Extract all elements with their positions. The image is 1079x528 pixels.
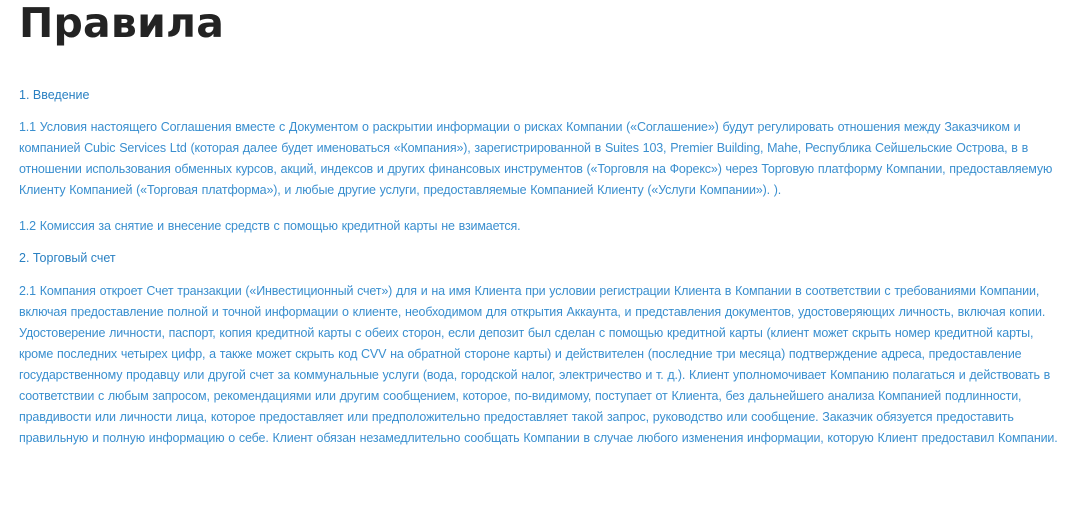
page-title: Правила	[19, 0, 225, 47]
section-heading-introduction: 1. Введение	[19, 88, 90, 102]
paragraph-1-2: 1.2 Комиссия за снятие и внесение средств с помощью кредитной карты не взимается.	[19, 219, 521, 233]
paragraph-2-1: 2.1 Компания откроет Счет транзакции («Инвестиционный счет») для и на имя Клиента при условии регистрации Клиента в Компании в соответствии с требованиями Компании, включая предоставление полной и точной информации о клиенте, необходимом для открытия Аккаунта, и представления документов, удостоверяющих личность, включая копии. Удостоверение личности, паспорт, копия кредитной карты с обеих сторон, если депозит был сделан с помощью кредитной карты (клиент может скрыть номер кредитной карты, кроме последних четырех цифр, а также может скрыть код CVV на обратной стороне карты) и действителен (последние три месяца) подтверждение адреса, предоставление государственному продавцу или другой счет за коммунальные услуги (вода, городской налог, электричество и т. д.). Клиент уполномочивает Компанию полагаться и действовать в соответствии с любым запросом, рекомендациями или другим сообщением, которое, по-видимому, поступает от Клиента, без дальнейшего анализа Компанией подлинности, правдивости или личности лица, которое предоставляет или предположительно предоставляет такой запрос, руководство или сообщение. Заказчик обязуется предоставить правильную и полную информацию о себе. Клиент обязан незамедлительно сообщать Компании в случае любого изменения информации, которую Клиент предоставил Компании.	[19, 284, 1058, 445]
section-heading-trading-account: 2. Торговый счет	[19, 251, 116, 265]
rules-document	[19, 0, 1069, 449]
paragraph-1-1: 1.1 Условия настоящего Соглашения вместе с Документом о раскрытии информации о рисках Компании («Соглашение») будут регулировать отношения между Заказчиком и компанией Cubic Services Ltd (которая далее будет именоваться «Компания»), зарегистрированной в Suites 103, Premier Building, Mahe, Республика Сейшельские Острова, в в отношении использования обменных курсов, акций, индексов и других финансовых инструментов («Торговля на Форекс») через Торговую платформу Компании, предоставляемую Клиенту Компанией («Торговая платформа»), и любые другие услуги, предоставляемые Компанией Клиенту («Услуги Компании»). ).	[19, 120, 1053, 197]
